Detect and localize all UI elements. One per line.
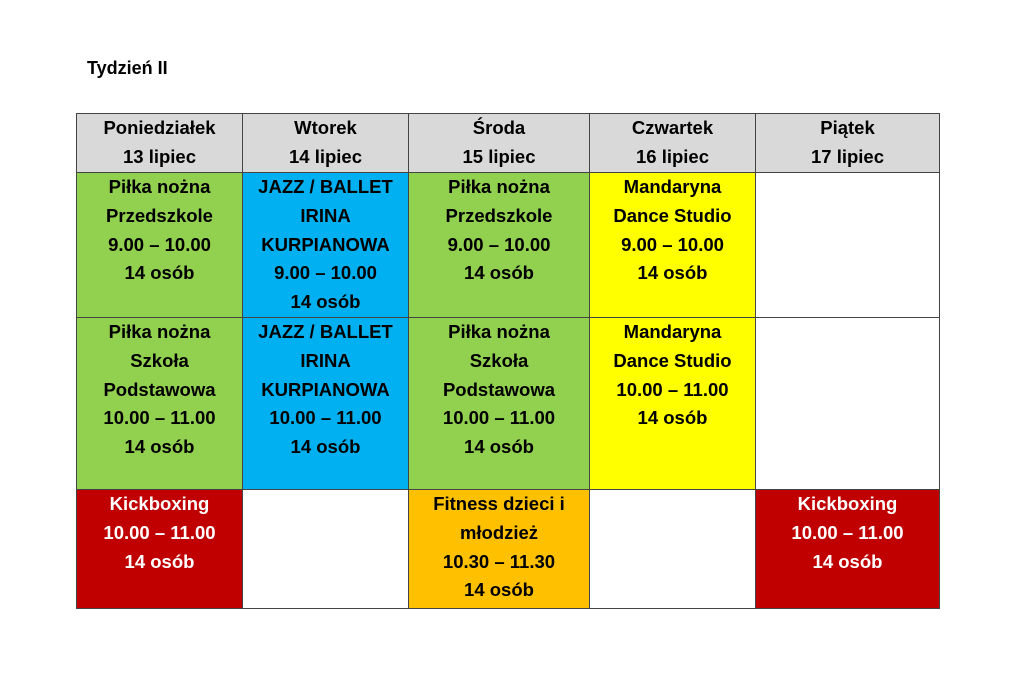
activity-line: KURPIANOWA [261,233,390,255]
schedule-row [77,317,940,489]
activity-line: Podstawowa [442,378,556,400]
activity-line: 14 osób [124,436,195,458]
empty-cell [756,173,940,318]
day-date: 15 lipiec [462,146,536,167]
activity-line: 14 osób [290,436,361,458]
activity-line: 14 osób [812,550,883,572]
activity-line: 10.00 – 11.00 [103,407,216,429]
activity-line: 14 osób [124,262,195,284]
header-row [77,114,940,173]
activity-line: KURPIANOWA [261,378,390,400]
day-name: Poniedziałek [103,117,216,139]
activity-cell [409,173,590,318]
activity-line: 10.00 – 11.00 [103,521,216,543]
day-header-thursday [590,114,756,173]
schedule-row [77,489,940,608]
activity-line: Podstawowa [103,378,216,400]
activity-line: Piłka nożna [108,320,211,342]
activity-line: IRINA [300,349,351,371]
activity-line: 9.00 – 10.00 [274,262,377,284]
activity-line: JAZZ / BALLET [258,176,393,197]
activity-line: Mandaryna [623,176,722,197]
empty-cell [243,489,409,608]
day-name: Wtorek [294,117,357,139]
day-name: Środa [472,117,526,139]
schedule-row [77,173,940,318]
activity-line: Piłka nożna [448,176,550,197]
day-header-monday [77,114,243,173]
day-header-friday [756,114,940,173]
day-header-wednesday [409,114,590,173]
activity-line: Szkoła [469,349,529,371]
activity-line: Piłka nożna [448,320,550,342]
day-date: 16 lipiec [635,146,709,167]
activity-line: 10.30 – 11.30 [442,550,556,572]
activity-cell [77,173,243,318]
activity-line: 14 osób [464,579,534,601]
activity-line: 14 osób [637,262,708,284]
activity-cell [243,173,409,318]
activity-line: 9.00 – 10.00 [621,233,724,255]
day-date: 14 lipiec [288,146,362,167]
activity-line: 10.00 – 11.00 [616,378,729,400]
activity-line: 14 osób [464,262,534,284]
day-name: Czwartek [631,117,714,139]
schedule-table [76,113,940,609]
activity-cell [590,317,756,489]
activity-line: 14 osób [637,407,708,429]
activity-line: 14 osób [290,291,361,313]
activity-line: JAZZ / BALLET [258,320,393,342]
activity-line: 10.00 – 11.00 [442,407,556,429]
activity-cell [409,317,590,489]
activity-cell [756,489,940,608]
activity-line: 10.00 – 11.00 [269,407,382,429]
activity-line: Szkoła [130,349,189,371]
activity-cell [77,317,243,489]
activity-line: Dance Studio [613,349,732,371]
day-header-tuesday [243,114,409,173]
activity-line: Kickboxing [109,492,210,514]
empty-cell [590,489,756,608]
activity-cell [590,173,756,318]
activity-line: Fitness dzieci i [433,492,565,514]
day-date: 17 lipiec [810,146,884,167]
activity-line: 14 osób [464,436,534,458]
day-date: 13 lipiec [122,146,196,167]
activity-line: 10.00 – 11.00 [791,521,904,543]
activity-line: Kickboxing [797,492,898,514]
empty-cell [756,317,940,489]
activity-cell [409,489,590,608]
page-title: Tydzień II [87,58,168,78]
activity-line: młodzież [459,521,539,543]
activity-line: 14 osób [124,550,195,572]
activity-line: Dance Studio [613,204,732,226]
activity-line: Przedszkole [106,204,213,226]
activity-cell [77,489,243,608]
activity-line: 9.00 – 10.00 [108,233,211,255]
activity-line: Przedszkole [445,204,553,226]
activity-line: Mandaryna [623,320,722,342]
activity-line: IRINA [300,204,351,226]
activity-line: Piłka nożna [108,176,211,197]
activity-line: 9.00 – 10.00 [447,233,551,255]
day-name: Piątek [820,117,875,139]
activity-cell [243,317,409,489]
